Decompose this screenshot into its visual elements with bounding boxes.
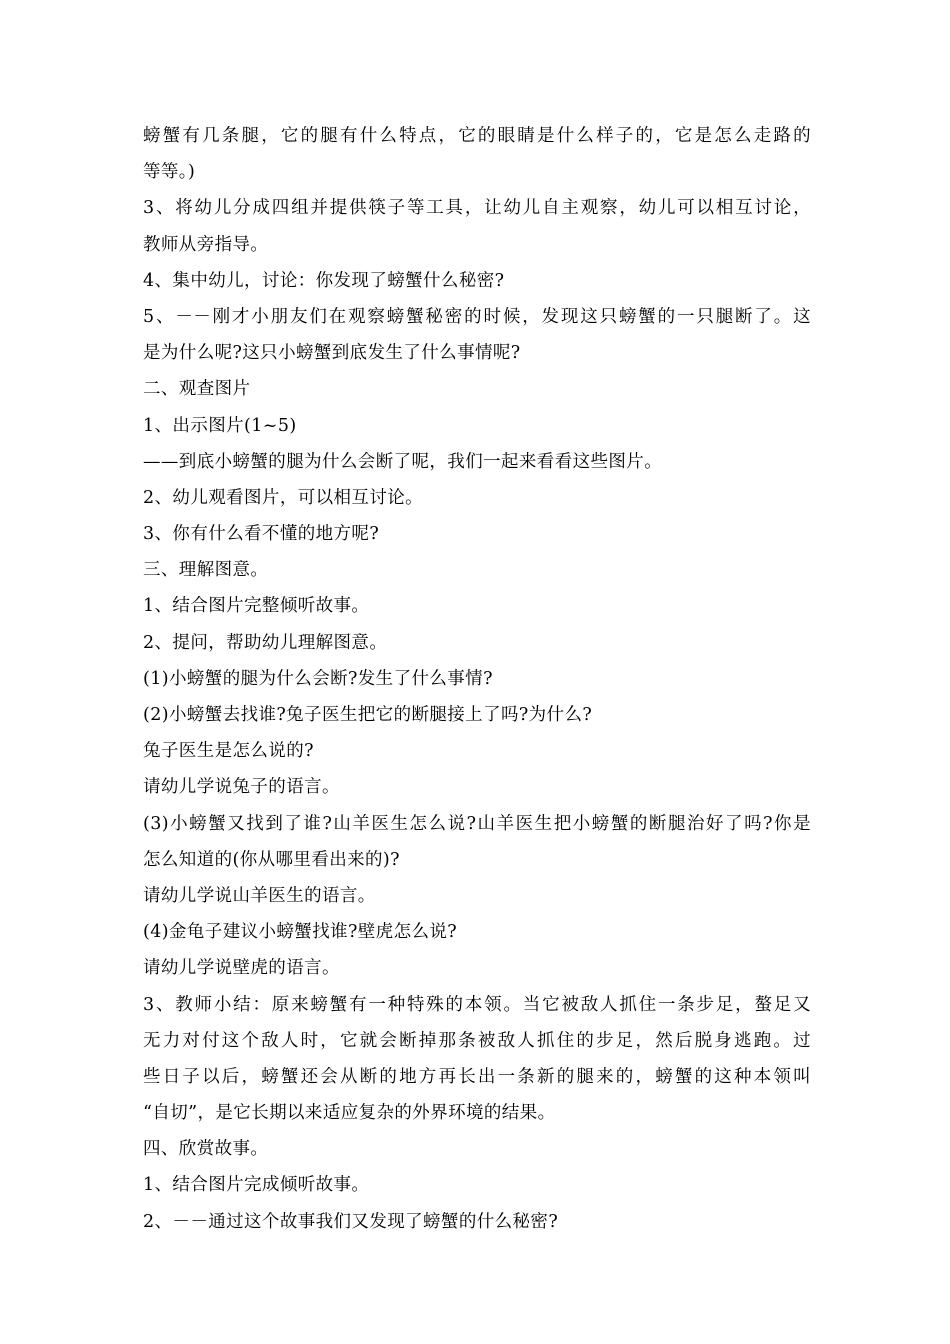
text-line: 兔子医生是怎么说的? xyxy=(143,741,314,762)
text-line: (3)小螃蟹又找到了谁?山羊医生怎么说?山羊医生把小螃蟹的断腿治好了吗?你是 xyxy=(143,813,811,834)
text-line: 1、结合图片完整倾听故事。 xyxy=(143,596,370,617)
section-heading: 三、理解图意。 xyxy=(143,560,269,581)
text-line: (1)小螃蟹的腿为什么会断?发生了什么事情? xyxy=(143,668,493,689)
section-heading: 四、欣赏故事。 xyxy=(143,1139,269,1160)
text-line: 1、出示图片(1~5) xyxy=(143,415,297,436)
text-line: 些日子以后，螃蟹还会从断的地方再长出一条新的腿来的，螃蟹的这种本领叫 xyxy=(143,1066,811,1087)
text-line: 等等。) xyxy=(143,162,196,183)
text-line: 请幼儿学说兔子的语言。 xyxy=(143,777,340,798)
text-line: 3、教师小结：原来螃蟹有一种特殊的本领。当它被敌人抓住一条步足，螯足又 xyxy=(143,994,811,1015)
text-line: 5、－－刚才小朋友们在观察螃蟹秘密的时候，发现这只螃蟹的一只腿断了。这 xyxy=(143,306,811,327)
text-line: (2)小螃蟹去找谁?兔子医生把它的断腿接上了吗?为什么? xyxy=(143,705,593,725)
document-body xyxy=(143,118,811,1240)
text-line: ——到底小螃蟹的腿为什么会断了呢，我们一起来看看这些图片。 xyxy=(143,451,663,472)
text-line: 无力对付这个敌人时，它就会断掉那条被敌人抓住的步足，然后脱身逃跑。过 xyxy=(143,1030,811,1051)
text-line: 2、提问，帮助幼儿理解图意。 xyxy=(143,632,388,653)
text-line: 怎么知道的(你从哪里看出来的)? xyxy=(143,849,400,870)
section-heading: 二、观查图片 xyxy=(143,379,251,400)
text-line: 2、幼儿观看图片，可以相互讨论。 xyxy=(143,487,424,508)
text-line: 1、结合图片完成倾听故事。 xyxy=(143,1175,370,1196)
text-line: 4、集中幼儿，讨论：你发现了螃蟹什么秘密? xyxy=(143,270,505,291)
text-line: 教师从旁指导。 xyxy=(143,234,269,255)
text-line: 3、你有什么看不懂的地方呢? xyxy=(143,524,380,545)
text-line: 2、－－通过这个故事我们又发现了螃蟹的什么秘密? xyxy=(143,1211,559,1232)
text-line: (4)金龟子建议小螃蟹找谁?壁虎怎么说? xyxy=(143,922,458,943)
text-line: 请幼儿学说壁虎的语言。 xyxy=(143,958,340,979)
text-line: 3、将幼儿分成四组并提供筷子等工具，让幼儿自主观察，幼儿可以相互讨论， xyxy=(143,198,811,219)
text-line: 是为什么呢?这只小螃蟹到底发生了什么事情呢? xyxy=(143,343,521,364)
text-line: 请幼儿学说山羊医生的语言。 xyxy=(143,885,376,906)
text-line: “自切”，是它长期以来适应复杂的外界环境的结果。 xyxy=(143,1103,556,1124)
text-line: 螃蟹有几条腿，它的腿有什么特点，它的眼睛是什么样子的，它是怎么走路的 xyxy=(143,126,811,146)
